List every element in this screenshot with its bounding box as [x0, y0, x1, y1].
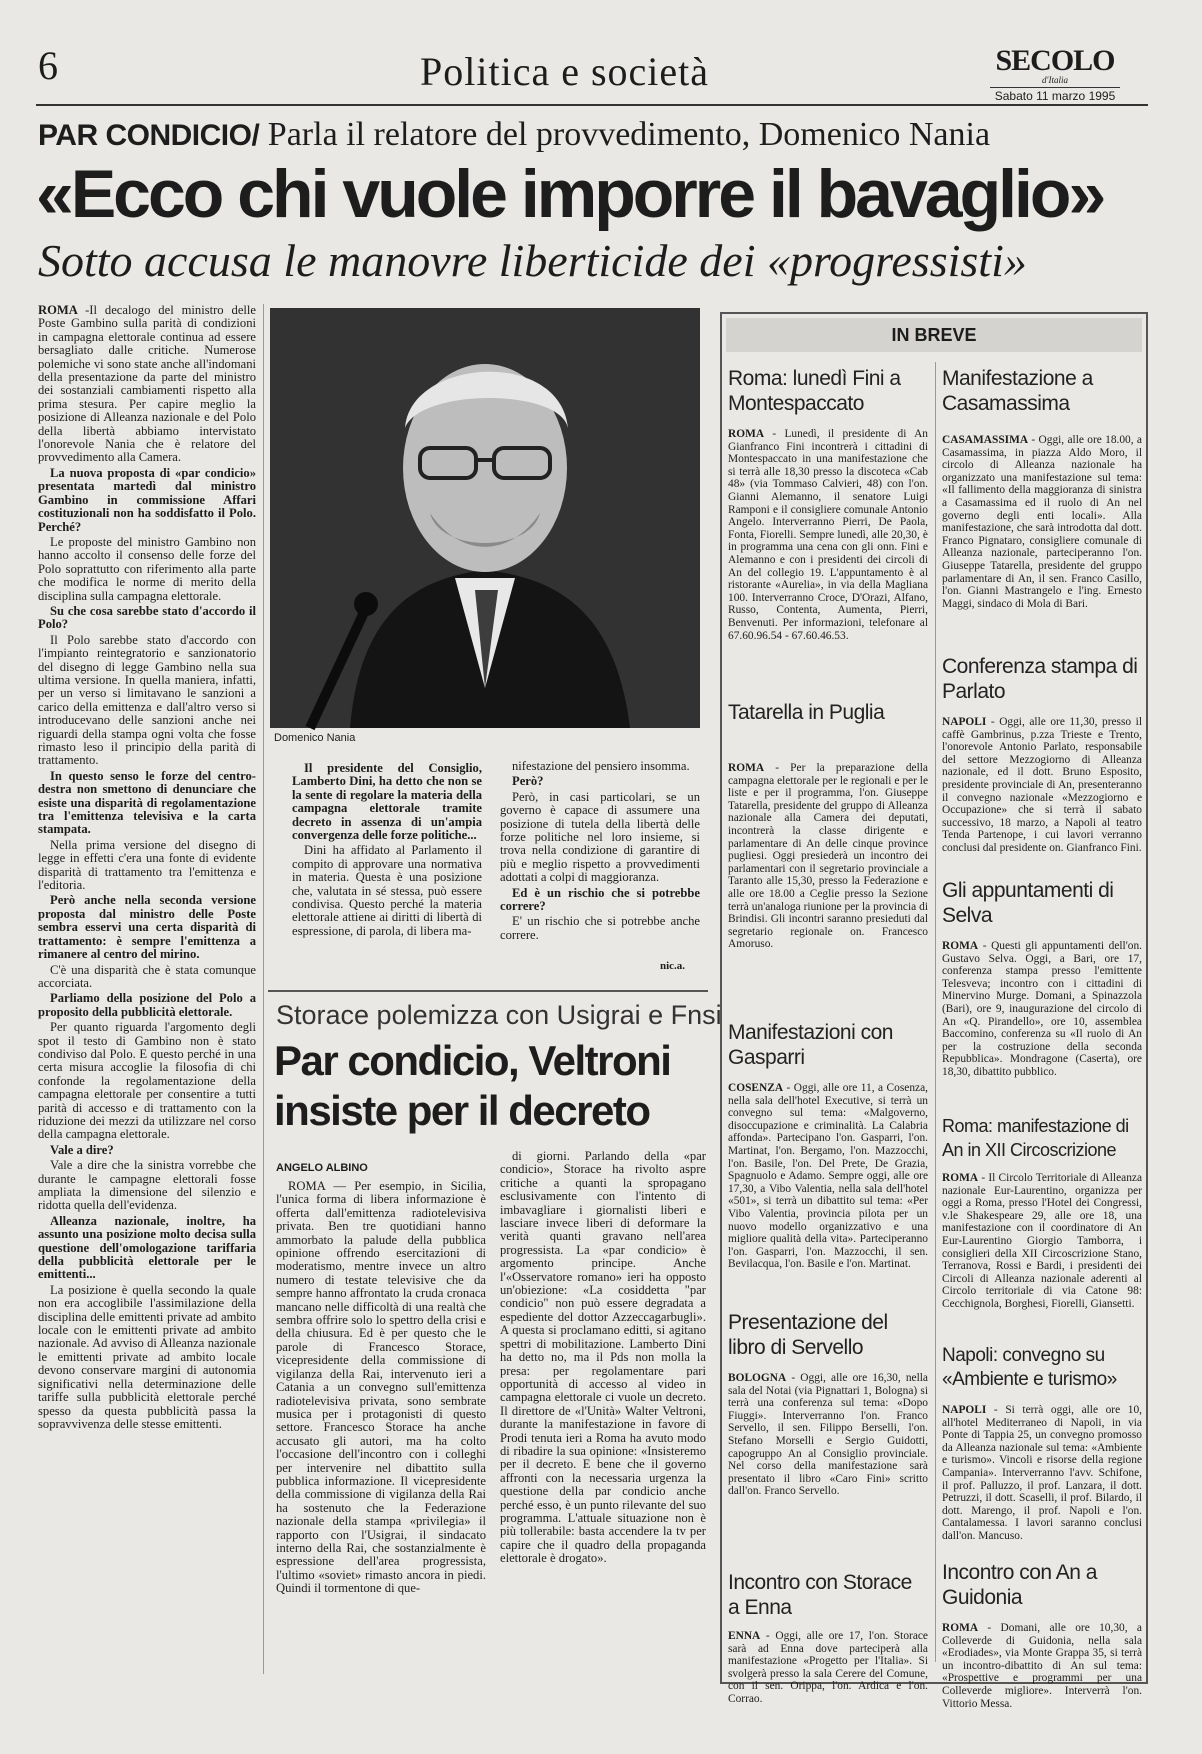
article-headline: «Ecco chi vuole imporre il bavaglio» — [36, 156, 1104, 232]
page-number: 6 — [38, 43, 58, 88]
article-paragraph: Nella prima versione del disegno di legge in effetti c'era una fonte di evidente disparità di trattamento tra l'emittenza e l'editoria. — [38, 837, 256, 893]
header-rule — [36, 104, 1148, 106]
article-paragraph: Però, in casi particolari, se un governo è capace di assumere una posizione di tutela della libertà delle forze politiche nel loro insieme, si trova nella condizione di garantire di più e meglio rispetto a provvedimenti adottati a colpi di maggioranza. — [500, 789, 700, 885]
side-article-headline: Par condicio, Veltroni insiste per il decreto — [274, 1037, 671, 1134]
dateline: ROMA — [38, 303, 86, 317]
article-paragraph: Il Polo sarebbe stato d'accordo con l'impianto reintegratorio e sanzionatorio del disegno di legge Gambino nella sua ultima versione. In quella maniera, infatti, per un verso si limitavano le sanzioni a carico della emittenza e dall'altro verso si introducevano delle sanzioni anche nei riguardi della stampa ogni volta che fosse rimasto leso il principio della parità di trattamento. — [38, 632, 256, 768]
breve-location: ROMA — [942, 1622, 979, 1634]
interview-question: Alleanza nazionale, inoltre, ha assunto una posizione molto decisa sulla questione dell'omologazione tariffaria della pubblicità elettorale per le emittenti... — [38, 1213, 256, 1282]
breve-text: - Oggi, alle ore 17, l'on. Storace sarà ad Enna dove parteciperà alla manifestazione «Progetto per l'Italia». Si svolgerà presso la sala Cerere del Comune, con il sen. Orippa, l'on. Ardica e l'on. Corrao. — [728, 1630, 928, 1705]
breve-item — [942, 1404, 1142, 1554]
article-column-1 — [38, 304, 256, 1674]
article-paragraph: La posizione è quella secondo la quale non era accoglibile l'assimilazione della disciplina delle emittenti private ad ambito locale con le emittenti private ad ambito nazionale. Ad avviso di Alleanza nazionale le emittenti private ad ambito locale devono conservare margini di autonomia significativi nella determinazione delle tariffe sulla pubblicità elettorale perché spesso da questa pubblicità passa la sopravvivenza delle stesse emittenti. — [38, 1282, 256, 1431]
breve-headline: Manifestazioni con Gasparri — [728, 1021, 893, 1069]
breve-headline: Manifestazione a Casamassima — [942, 367, 1093, 415]
breve-location: ROMA — [728, 762, 765, 774]
side-article-rule — [268, 990, 708, 992]
breve-item — [728, 1630, 928, 1705]
article-paragraph: Vale a dire che la sinistra vorrebbe che durante le campagne elettorali fosse ampliata la dimensione del silenzio e ridotta quella dell'evidenza. — [38, 1158, 256, 1213]
interview-question: Su che cosa sarebbe stato d'accordo il Polo? — [38, 603, 256, 632]
breve-text: - Lunedì, il presidente di An Gianfranco Fini incontrerà i cittadini di Montespaccato in una manifestazione che si terrà alle 18,30 presso la discoteca «Cab 48» (via Tommaso Calvieri, 48) con l'on. Gianni Alemanno, il senatore Luigi Ramponi e il consigliere comunale Antonio Angelo. Interverranno Pierri, De Paola, Fonta, Fiorelli. Sempre lunedì, alle 20,30, è in programma una cena con gli onn. Fini e Alemanno e con i presidenti dei circoli di An del collegio 19. L'appuntamento è al ristorante «Aurelia», in via della Magliana 100. Interverranno Croce, D'Orazi, Alfano, Russo, Contenta, Aumenta, Pierri, Benvenuti. Per informazioni, telefonare al 67.60.96.54 - 67.60.46.53. — [728, 428, 928, 642]
side-article-text-a: ROMA — Per esempio, in Sicilia, l'unica forma di libera informazione è offerta dall'emittenza radiotelevisiva privata. Ben tre quotidiani hanno ammorbato la palude della pubblica opinione offrendo esercitazioni di moderatismo, mentre invece un altro numero di testate televisive che da sempre hanno affrontato la cruda cronaca mancano nelle difficoltà di una realtà che sembra offrire solo lo spettro della crisi e della chiusura. Ed è per questo che le parole di Francesco Storace, vicepresidente della commissione di vigilanza della Rai, intervenuto ieri a Catania a un convegno sull'emittenza radiotelevisiva privata, sono sembrate musica per i protagonisti di questo settore. Francesco Storace ha anche accusato gli autori, ma ha colto l'occasione dell'incontro con i colleghi per intervenire nel dibattito sulla pubblica informazione. Il vicepresidente della commissione di vigilanza della Rai ha sostenuto che la Federazione nazionale della stampa «privilegia» il rapporto con l'Usigrai, il sindacato interno della Rai, che sostanzialmente è espressione dell'area progressista, l'ultimo «soviet» rimasto ancora in piedi. Quindi il tormentone di que- — [276, 1179, 486, 1596]
photo-caption: Domenico Nania — [274, 732, 356, 744]
article-paragraph: Dini ha affidato al Parlamento il compito di approvare una normativa in materia. Questa è una posizione che, valutata in sé stessa, può essere condivisa. Questo perché la materia elettorale attiene ai diritti di libertà di espressione, di parola, di libera ma- — [292, 843, 482, 938]
kicker-text: Parla il relatore del provvedimento, Domenico Nania — [267, 116, 991, 153]
breve-location: ROMA — [942, 1172, 979, 1184]
article-subheadline: Sotto accusa le manovre liberticide dei «progressisti» — [38, 235, 1027, 286]
breve-item — [942, 1172, 1142, 1338]
breve-headline: Presentazione del libro di Servello — [728, 1311, 888, 1359]
article-paragraph: C'è una disparità che è stata comunque accorciata. — [38, 962, 256, 990]
interview-question: Ed è un rischio che si potrebbe correre? — [500, 885, 700, 914]
breve-text: - Si terrà oggi, alle ore 10, all'hotel Mediterraneo di Napoli, in via Ponte di Tappia 25, un convegno promosso da Alleanza nazionale sul tema: «Ambiente e turismo». Vincoli e risorse della regione Campania». Interverranno l'avv. Schifone, il prof. Palluzzo, il prof. Lanzara, il dott. Petruzzi, il dott. Scaselli, il prof. Bilardo, il dott. Marengo, il prof. Napoli e l'on. Cantalamessa. I lavori saranno conclusi dall'on. Mancuso. — [942, 1404, 1142, 1542]
side-article-kicker: Storace polemizza con Usigrai e Fnsi — [276, 1000, 722, 1030]
breve-headline: Incontro con An a Guidonia — [942, 1561, 1097, 1609]
breve-item — [942, 434, 1142, 654]
breve-location: BOLOGNA — [728, 1372, 787, 1384]
article-paragraph: nifestazione del pensiero insomma. — [512, 759, 690, 773]
article-paragraph: Le proposte del ministro Gambino non hanno accolto il consenso delle forze del Polo soprattutto con riferimento alla parte che modifica le norme di merito della disciplina sulla campagna elettorale. — [38, 534, 256, 603]
column-divider — [263, 304, 264, 1674]
breve-text: - Per la preparazione della campagna elettorale per le regionali e per le liste e per il programma, l'on. Giuseppe Tatarella, presidente del gruppo di Alleanza nazionale alla Camera dei deputati, incontrerà la classe dirigente e parlamentare di An delle cinque province pugliesi. Oggi presiederà un incontro dei parlamentari con il segretario provinciale a Taranto alle 15,30, presso la Federazione e alle ore 18.00 a Ceglie presso la Sezione terrà un'analoga riunione per la provincia di Brindisi. Gli incontri saranno presieduti dal segretario regionale on. Francesco Amoruso. — [728, 762, 928, 951]
article-paragraph: Per quanto riguarda l'argomento degli spot il testo di Gambino non è stato condiviso dal Polo. E questo perché in una certa misura accoglie la filosofia di chi confonde la regolamentazione della campagna elettorale per consentire a tutti parità di accesso e di trattamento con la riduzione dei mezzi da utilizzare nel corso della campagna elettorale. — [38, 1020, 256, 1142]
breve-item — [942, 940, 1142, 1110]
issue-date: Sabato 11 marzo 1995 — [990, 87, 1120, 103]
breve-headline: Roma: lunedì Fini a Montespaccato — [728, 367, 901, 415]
section-title: Politica e società — [420, 49, 710, 94]
interview-question: La nuova proposta di «par condicio» presentata martedì dal ministro Gambino in commissione Affari costituzionali non ha soddisfatto il Polo. Perché? — [38, 465, 256, 534]
interview-question: Il presidente del Consiglio, Lamberto Dini, ha detto che non se la sente di regolare la materia della campagna elettorale tramite decreto in assenza di un'ampia convergenza delle forze politiche... — [292, 761, 482, 843]
side-article-column-a — [276, 1180, 486, 1666]
breve-item — [942, 1622, 1142, 1710]
interview-question: Però? — [512, 774, 544, 789]
breve-location: ENNA — [728, 1630, 761, 1642]
breve-item — [728, 428, 928, 658]
article-column-2b — [500, 760, 700, 970]
breve-headline: Napoli: convegno su «Ambiente e turismo» — [942, 1345, 1117, 1390]
kicker-label: PAR CONDICIO/ — [38, 119, 260, 152]
breve-item — [942, 716, 1142, 876]
breve-headline: Tatarella in Puglia — [728, 701, 885, 724]
breve-text: - Oggi, alle ore 18.00, a Casamassima, in piazza Aldo Moro, il circolo di Alleanza nazionale ha organizzato una manifestazione sul tema: «Il fallimento della maggioranza di sinistra a Casamassima ed il ruolo di An nel governo degli enti locali». Alla manifestazione, che sarà introdotta dal dott. Franco Pignataro, consigliere comunale di Alleanza nazionale, parteciperanno l'on. Giuseppe Tatarella, presidente del gruppo parlamentare di An, il sen. Franco Casillo, l'on. Gianni Mastrangelo e l'ing. Ernesto Maggi, sindaco di Mola di Bari. — [942, 434, 1142, 610]
article-signature: nic.a. — [660, 960, 686, 972]
breve-text: - Il Circolo Territoriale di Alleanza nazionale Eur-Laurentino, organizza per oggi a Roma, presso l'Hotel dei Congressi, v.le Shakespeare 29, alle ore 18, una manifestazione con il coordinatore di An Eur-Laurentino Giorgio Tamborra, i consiglieri della XII Circoscrizione Stano, Terranova, Rossi e Bardi, i presidenti dei Circoli di Alleanza nazionale aderenti al Circolo territoriale di via Catone 98: Cecchignola, Borghesi, Fiorelli, Giansetti. — [942, 1172, 1142, 1310]
breve-location: ROMA — [728, 428, 765, 440]
interview-question: Vale a dire? — [50, 1142, 114, 1157]
article-kicker — [38, 116, 990, 153]
masthead-logo: SECOLO — [995, 44, 1115, 77]
masthead-sub: d'Italia — [1042, 75, 1068, 85]
breve-location: ROMA — [942, 940, 979, 952]
in-breve-divider — [935, 362, 936, 1662]
in-breve-title: IN BREVE — [726, 318, 1142, 352]
breve-item — [728, 762, 928, 1012]
breve-headline: Gli appuntamenti di Selva — [942, 879, 1114, 927]
interview-question: In questo senso le forze del centro-destra non smettono di denunciare che esiste una disparità di regolamentazione tra l'emittenza televisiva e la carta stampata. — [38, 768, 256, 837]
breve-item — [728, 1372, 928, 1562]
breve-text: - Questi gli appuntamenti dell'on. Gustavo Selva. Oggi, a Bari, ore 17, conferenza stampa presso l'emittente Telesveva; incontro con i cittadini di Minervino Murge. Domani, a Spinazzola (Bari), ore 9, inaugurazione del circolo di An «Q. Pirandello», ore 10, assemblea Baccomino, conferenza su «Il ruolo di An per la costruzione della seconda Repubblica». Mondragone (Caserta), ore 18,30, dibattito pubblico. — [942, 940, 1142, 1078]
breve-headline: Incontro con Storace a Enna — [728, 1571, 912, 1619]
breve-text: - Oggi, alle ore 16,30, nella sala del Notai (via Pignattari 1, Bologna) si terrà una conferenza sul tema: «Dopo Fiuggi». Interverranno l'on. Franco Servello, il sen. Filippo Berselli, l'on. Stefano Morselli e Sergio Guidotti, capogruppo An al Consiglio provinciale. Nel corso della manifestazione sarà presentato il libro «Caro Fini» scritto dall'on. Franco Servello. — [728, 1372, 928, 1498]
breve-text: - Oggi, alle ore 11,30, presso il caffè Gambrinus, p.zza Trieste e Trento, l'onorevole Antonio Parlato, responsabile del settore Mezzogiorno di Alleanza nazionale, ed il dott. Bruno Esposito, presidente provinciale di An, presenteranno il convegno nazionale «Mezzogiorno e Occupazione» che si terrà il sabato successivo, 18 marzo, a Napoli al teatro Tenda Partenope, i cui lavori verranno conclusi dal presidente on. Gianfranco Fini. — [942, 716, 1142, 854]
article-paragraph: E' un rischio che si potrebbe anche correre. — [500, 914, 700, 942]
side-article-column-b — [500, 1150, 706, 1668]
breve-text: - Oggi, alle ore 11, a Cosenza, nella sala dell'hotel Executive, si terrà un convegno sul tema: «Malgoverno, disoccupazione e criminalità. La Calabria affonda». Partecipano l'on. Gasparri, l'on. Martinat, l'on. Bergamo, l'on. Mazzocchi, l'on. Basile, l'on. Del Prete, De Grazia, Spagnuolo e Adamo. Sempre oggi, alle ore 17,30, a Vibo Valentia, nella sala dell'hotel «501», si terrà un dibattito sul tema: «Per Vibo Valentia, provincia pilota per un nuovo modello organizzativo e una migliore qualità della vita». Parteciperanno l'on. Gasparri, l'on. Mazzocchi, il sen. Bevilacqua, l'on. Basile e l'on. Martinat. — [728, 1082, 928, 1271]
breve-location: NAPOLI — [942, 716, 987, 728]
side-article-author: ANGELO ALBINO — [276, 1162, 368, 1174]
breve-location: CASAMASSIMA — [942, 434, 1029, 446]
breve-location: NAPOLI — [942, 1404, 987, 1416]
breve-location: COSENZA — [728, 1082, 784, 1094]
breve-item — [728, 1082, 928, 1302]
masthead — [990, 46, 1120, 103]
breve-headline: Conferenza stampa di Parlato — [942, 655, 1138, 703]
interview-question: Però anche nella seconda versione proposta dal ministro delle Poste sembra esservi una certa disparità di trattamento: è sempre l'emittenza a rimanere al centro del mirino. — [38, 893, 256, 962]
article-paragraph: ROMA -Il decalogo del ministro delle Poste Gambino sulla parità di condizioni in campagna elettorale continua ad essere bersagliato dalle critiche. Numerose polemiche vi sono state anche all'indomani della presentazione da parte del ministro dei sostanziali cambiamenti rispetto alla prima stesura. Per capire meglio la posizione di Alleanza nazionale e del Polo della libertà abbiamo intervistato l'onorevole Nania che è relatore del provvedimento alla Camera. — [38, 303, 256, 465]
article-column-2a — [292, 760, 482, 970]
breve-headline: Roma: manifestazione di An in XII Circoscrizione — [942, 1116, 1129, 1160]
portrait-photo — [270, 308, 700, 728]
side-article-text-b: di giorni. Parlando della «par condicio», Storace ha rivolto aspre critiche a quanti la spropagano esclusivamente con l'intento di imbavagliare i giornalisti liberi e lasciare invece liberi di deformare la verità quanti gravano nell'area progressista. La «par condicio» è argomento principe. Anche l'«Osservatore romano» ieri ha opposto un'obiezione: «La cosiddetta "par condicio" non può essere degradata a espediente del dottor Azzeccagarbugli». A questa si proclamano editti, si agitano spettri di mobilitazione. Lamberto Dini ha detto no, ma il Pds non molla la presa: per regolamentare pari opportunità di accesso al video in campagna elettorale ci vuole un decreto. Il direttore de «l'Unità» Walter Veltroni, durante la manifestazione in favore di Prodi tenuta ieri a Roma ha avuto modo di ribadire la sua opinione: «Insisteremo per il decreto. E bene che il governo affronti con la necessaria urgenza la questione della par condicio anche perché esso, è un punto rilevante del suo programma. L'attuale situazione non è più tollerabile: basta accendere la tv per capire che il quadro della propaganda elettorale è drogato». — [500, 1149, 706, 1566]
breve-text: - Domani, alle ore 10,30, a Colleverde di Guidonia, nella sala «Erodiades», via Monte Grappa 35, si terrà un incontro-dibattito di An sul tema: «Prospettive e programmi per una Colleverde migliore». Interverrà l'on. Vittorio Messa. — [942, 1622, 1142, 1710]
portrait-illustration — [270, 308, 700, 728]
interview-question: Parliamo della posizione del Polo a proposito della pubblicità elettorale. — [38, 991, 256, 1019]
